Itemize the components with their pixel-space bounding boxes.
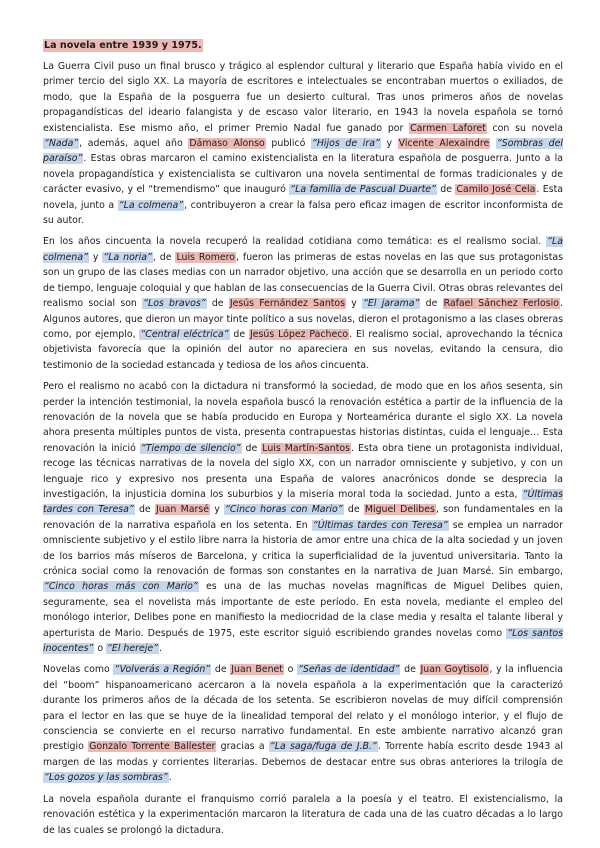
text-run: publicó: [265, 138, 312, 150]
paragraph-list: [43, 59, 563, 838]
text-run: . Torrente había escrito desde 1943 al margen de las modas y corrientes literarias. Debemos de destacar entre sus obras anteriores la trilogía de: [43, 741, 563, 768]
text-run: .: [158, 643, 162, 655]
work-title-highlight: “Cinco horas más con Mario”: [44, 581, 198, 593]
text-run: , y la influencia del “boom” hispanoamericano acercaron a la novela española a la experimentación que la caracterizó durante los primeros años de la década de los setenta. Se escribieron novelas de muy difícil comprensión para el lector en las que se huye de la linealidad temporal del relato y el monólogo interior, y el flujo de consciencia se convierte en el recurso narrativo fundamental. En este ambiente narrativo alcanzó gran prestigio: [43, 664, 563, 753]
text-run: de: [436, 184, 456, 196]
work-title-highlight: “La saga/fuga de J.B.”: [269, 741, 377, 753]
text-run: , fueron las primeras de estas novelas en las que sus protagonistas son un grupo de las clases medias con un narrador objetivo, una acción que se desarrolla en un periodo corto de tiempo, lenguaje coloquial y que hablan de las consecuencias de la Guerra Civil. Otras obras relevantes del realismo social son: [43, 251, 564, 310]
text-run: . Esta obra tiene un protagonista individual, recoge las técnicas narrativas de la novela del siglo XX, con un narrador omnisciente y subjetivo, y con un lenguaje rico y expresivo nos presenta una España de valores anacrónicos donde se desprecia la investigación, la injusticia domina los suburbios y la miseria moral toda la sociedad. Junto a esta,: [43, 442, 563, 500]
author-highlight: Jesús López Pacheco: [249, 328, 349, 340]
work-title-highlight: “Los santos inocentes”: [43, 627, 563, 655]
work-title-highlight: “Central eléctrica”: [140, 328, 229, 340]
work-title-highlight: “La colmena”: [43, 236, 563, 263]
paragraph-5: [43, 792, 563, 838]
text-run: con su novela: [486, 122, 563, 134]
text-run: Pero el realismo no acabó con la dictadura ni transformó la sociedad, de modo que en los años sesenta, sin perder la intención testimonial, la novela española buscó la renovación estética a partir de la influencia de la renovación de la novela que se había producido en Europa y Norteamérica durante el siglo XX. La novela ahora presenta múltiples puntos de vista, presenta contrapuestas historias distintas, cuida el lenguaje… Esta renovación la inició: [43, 381, 563, 454]
author-highlight: Juan Benet: [231, 664, 283, 676]
text-run: . Esta novela, junto a: [43, 184, 563, 211]
work-title-highlight: “Sombras del paraíso”: [43, 138, 563, 165]
work-title-highlight: “La familia de Pascual Duarte”: [290, 184, 436, 196]
text-run: y: [380, 138, 398, 150]
text-run: de: [420, 298, 443, 310]
document-title: La novela entre 1939 y 1975.: [44, 40, 202, 51]
work-title-highlight: “El jarama”: [363, 298, 420, 310]
work-title-highlight: “Volverás a Región”: [114, 664, 211, 676]
text-run: La novela española durante el franquismo corrió paralela a la poesía y el teatro. El existencialismo, la renovación estética y la experimentación marcaron la literatura de cada una de las cuatro décadas a lo largo de las cuales se prolongó la dictadura.: [43, 793, 563, 836]
text-run: es una de las muchas novelas magníficas de Miguel Delibes quien, seguramente, sea el novelista más importante de este período. En esta novela, mediante el empleo del monólogo interior, Delibes pone en manifiesto la mediocridad de la clase media y resalta el talante liberal y aperturista de Mario. Después de 1975, este escritor siguió escribiendo grandes novelas como: [43, 581, 563, 639]
text-run: . Algunos autores, que dieron un mayor tinte político a sus novelas, dieron el protagonismo a las clases obreras como, por ejemplo,: [43, 298, 563, 340]
text-run: , además, aquel año: [79, 138, 189, 150]
work-title-highlight: “La colmena”: [118, 199, 184, 211]
text-run: .: [168, 772, 172, 784]
text-run: se emplea un narrador omnisciente subjetivo y el estilo libre narra la historia de amor entre una chica de la alta sociedad y un joven de los barrios más míseros de Barcelona, y critica la superficialidad de la juventud universitaria. Tanto la crónica social como la renovación de formas son constantes en la narrativa de Juan Marsé. Sin embargo,: [43, 519, 563, 577]
work-title-highlight: “Tiempo de silencio”: [140, 442, 241, 454]
author-highlight: Gonzalo Torrente Ballester: [89, 741, 216, 753]
text-run: , contribuyeron a crear la falsa pero eficaz imagen de escritor inconformista de su autor.: [43, 199, 563, 227]
author-highlight: Luis Martín-Santos: [262, 442, 351, 454]
text-run: y: [209, 504, 225, 516]
text-run: . Estas obras marcaron el camino existencialista en la literatura española de posguerra. Junto a la novela propagandística y existencialista se cultivaron una novela sentimental de formas tradicionales y de carácter evasivo, y el “tremendismo” que inauguró: [43, 153, 563, 196]
paragraph-2: [43, 234, 563, 373]
paragraph-3: [43, 379, 563, 656]
document-body: [43, 38, 563, 844]
text-run: de: [400, 664, 420, 676]
work-title-highlight: “Señas de identidad”: [298, 664, 400, 676]
author-highlight: Luis Romero: [176, 251, 235, 263]
work-title-highlight: “El hereje”: [107, 643, 158, 655]
text-run: de: [241, 442, 262, 454]
work-title-highlight: “Últimas tardes con Teresa”: [312, 519, 448, 531]
text-run: En los años cincuenta la novela recuperó la realidad cotidiana como temática: es el realismo social.: [43, 236, 547, 248]
text-run: La Guerra Civil puso un final brusco y trágico al esplendor cultural y literario que España había vivido en el primer tercio del siglo XX. La mayoría de escritores e intelectuales se encontraban muertos o exiliados, de modo, que la España de la posguerra fue un desierto cultural. Tras unos primeros años de novelas propagandísticas del ideario falangista y de escaso valor literario, en 1943 la novela española se tornó existencialista. Ese mismo año, el primer Premio Nadal fue ganado por: [43, 61, 563, 134]
author-highlight: Jesús Fernández Santos: [229, 298, 346, 310]
text-run: de: [206, 298, 229, 310]
text-run: gracias a: [216, 741, 269, 753]
work-title-highlight: “Los bravos”: [143, 298, 206, 310]
work-title-highlight: “Nada”: [44, 138, 79, 150]
work-title-highlight: “Últimas tardes con Teresa”: [43, 488, 563, 516]
text-run: o: [283, 664, 298, 676]
work-title-highlight: “Cinco horas con Mario”: [225, 504, 343, 516]
author-highlight: Juan Goytisolo: [420, 664, 489, 676]
text-run: y: [346, 298, 363, 310]
paragraph-1: [43, 59, 563, 228]
text-run: de: [229, 328, 249, 340]
author-highlight: Carmen Laforet: [410, 122, 486, 134]
author-highlight: Rafael Sánchez Ferlosio: [443, 298, 559, 310]
work-title-highlight: “La noria”: [103, 251, 152, 263]
author-highlight: Dámaso Alonso: [189, 138, 265, 150]
author-highlight: Miguel Delibes: [364, 504, 435, 516]
text-run: , de: [152, 251, 176, 263]
text-run: o: [94, 643, 107, 655]
text-run: de: [343, 504, 364, 516]
paragraph-4: [43, 662, 563, 785]
text-run: de: [134, 504, 155, 516]
author-highlight: Camilo José Cela: [456, 184, 536, 196]
work-title-highlight: “Los gozos y las sombras”: [44, 772, 168, 784]
text-run: Novelas como: [43, 664, 114, 676]
author-highlight: Vicente Alexaindre: [398, 138, 490, 150]
text-run: , son fundamentales en la renovación de la narrativa española en los setenta. En: [43, 504, 563, 531]
text-run: . El realismo social, aprovechando la técnica objetivista favorecía que la opinión del autor no apareciera en sus novelas, evitando la censura, dio testimonio de la sociedad estancada y tediosa de los años cincuenta.: [43, 328, 563, 371]
work-title-highlight: “Hijos de ira”: [312, 138, 380, 150]
text-run: de: [211, 664, 231, 676]
author-highlight: Juan Marsé: [155, 504, 209, 516]
text-run: y: [88, 251, 103, 263]
